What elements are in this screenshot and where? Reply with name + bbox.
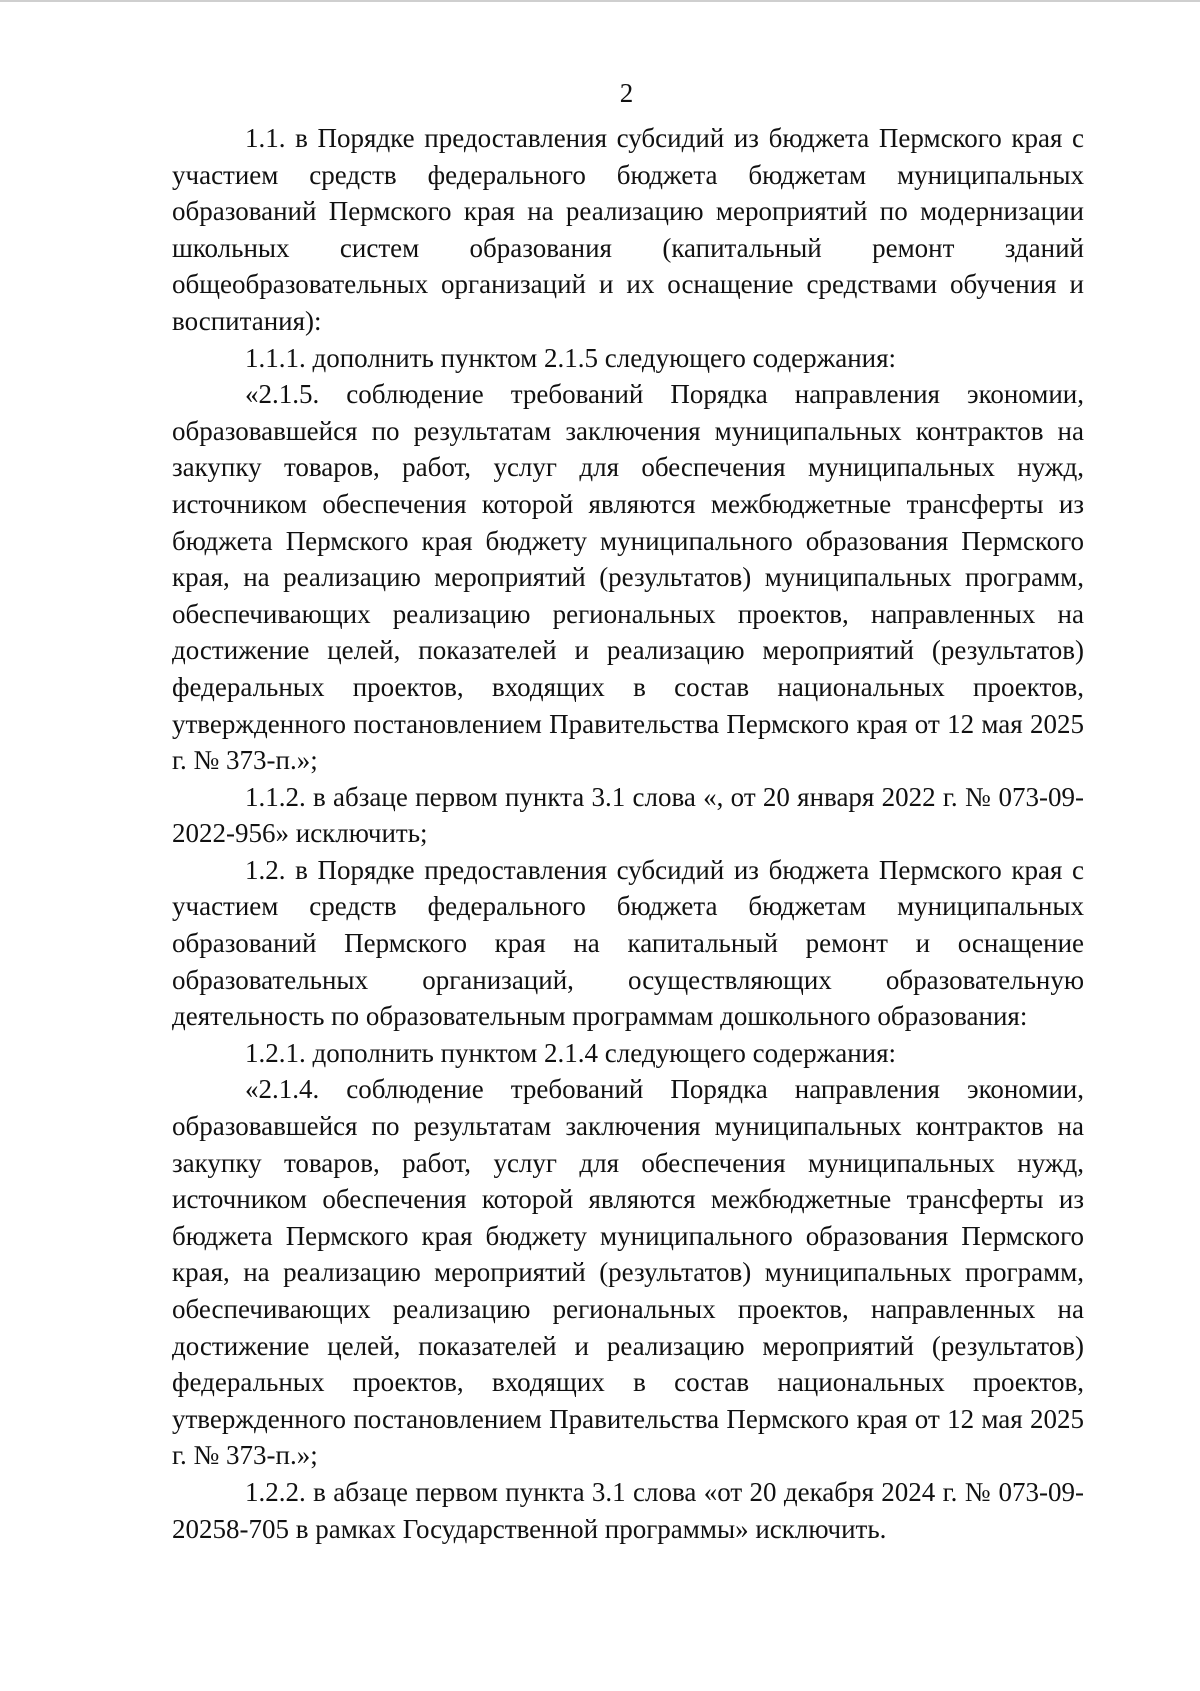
- paragraph-1-2-2: 1.2.2. в абзаце первом пункта 3.1 слова «от 20 декабря 2024 г. № 073-09-20258-705 в рамках Государственной программы» исключить.: [172, 1476, 1084, 1544]
- page-number: 2: [619, 78, 634, 108]
- paragraph-1-1-1: 1.1.1. дополнить пунктом 2.1.5 следующего содержания:: [245, 342, 897, 373]
- paragraph-1-2-1: 1.2.1. дополнить пунктом 2.1.4 следующего содержания:: [245, 1037, 897, 1068]
- paragraph-1-1: 1.1. в Порядке предоставления субсидий из бюджета Пермского края с участием средств федерального бюджета бюджетам муниципальных образований Пермского края на реализацию мероприятий по модернизации школьных систем образования (капитальный ремонт зданий общеобразовательных организаций и их оснащение средствами обучения и воспитания):: [172, 123, 1084, 336]
- paragraph-2-1-5-quote: «2.1.5. соблюдение требований Порядка направления экономии, образовавшейся по результатам заключения муниципальных контрактов на закупку товаров, работ, услуг для обеспечения муниципальных нужд, источником обеспечения которой являются межбюджетные трансферты из бюджета Пермского края бюджету муниципального образования Пермского края, на реализацию мероприятий (результатов) муниципальных программ, обеспечивающих реализацию региональных проектов, направленных на достижение целей, показателей и реализацию мероприятий (результатов) федеральных проектов, входящих в состав национальных проектов, утвержденного постановлением Правительства Пермского края от 12 мая 2025 г. № 373-п.»;: [172, 379, 1084, 776]
- paragraph-2-1-4-quote: «2.1.4. соблюдение требований Порядка направления экономии, образовавшейся по результатам заключения муниципальных контрактов на закупку товаров, работ, услуг для обеспечения муниципальных нужд, источником обеспечения которой являются межбюджетные трансферты из бюджета Пермского края бюджету муниципального образования Пермского края, на реализацию мероприятий (результатов) муниципальных программ, обеспечивающих реализацию региональных проектов, направленных на достижение целей, показателей и реализацию мероприятий (результатов) федеральных проектов, входящих в состав национальных проектов, утвержденного постановлением Правительства Пермского края от 12 мая 2025 г. № 373-п.»;: [172, 1074, 1084, 1471]
- scan-top-edge: [0, 0, 1200, 2]
- paragraph-1-2: 1.2. в Порядке предоставления субсидий из бюджета Пермского края с участием средств федерального бюджета бюджетам муниципальных образований Пермского края на капитальный ремонт и оснащение образовательных организаций, осуществляющих образовательную деятельность по образовательным программам дошкольного образования:: [172, 854, 1084, 1032]
- paragraph-1-1-2: 1.1.2. в абзаце первом пункта 3.1 слова «, от 20 января 2022 г. № 073-09-2022-956» исключить;: [172, 781, 1084, 849]
- document-body: [172, 120, 1084, 1547]
